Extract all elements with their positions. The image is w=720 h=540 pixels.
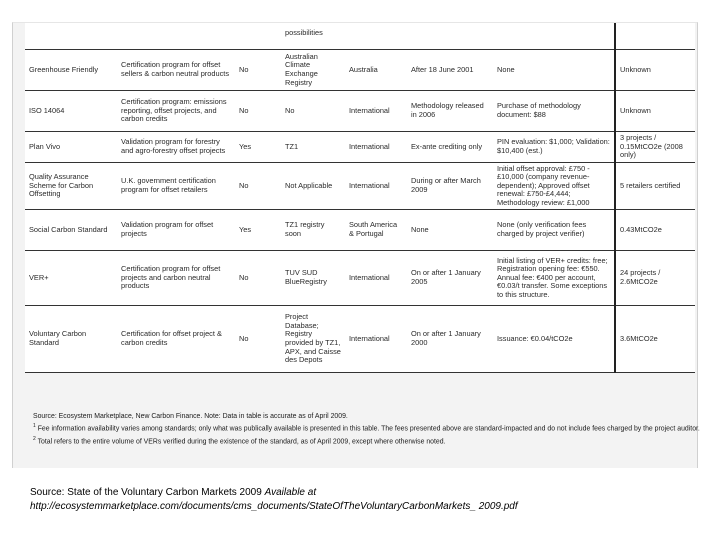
table-cell: International (345, 132, 407, 163)
caption-link: Available at http://ecosystemmarketplace.com/documents/cms_documents/StateOfTheVoluntaryCarbonMarkets_ 2009.pdf (30, 487, 518, 512)
table-cell: International (345, 251, 407, 306)
table-cell: No (281, 91, 345, 132)
table-cell: Validation program for offset projects (117, 210, 235, 251)
table-cell: Unknown (615, 91, 695, 132)
table-cell: South America & Portugal (345, 210, 407, 251)
table-cell: 5 retailers certified (615, 163, 695, 210)
table-row (25, 210, 695, 251)
table-cell: No (235, 91, 281, 132)
table-cell: 3.6MtCO2e (615, 306, 695, 373)
table-row (25, 50, 695, 91)
table-cell (25, 23, 117, 50)
table-cell: 0.43MtCO2e (615, 210, 695, 251)
table-cell: 3 projects / 0.15MtCO2e (2008 only) (615, 132, 695, 163)
table-cell: TZ1 (281, 132, 345, 163)
table-cell: Social Carbon Standard (25, 210, 117, 251)
table-cell: Project Database; Registry provided by TZ1, APX, and Caisse des Depots (281, 306, 345, 373)
table-cell (615, 23, 695, 50)
table-cell: U.K. government certification program for offset retailers (117, 163, 235, 210)
table-cell (235, 23, 281, 50)
table-cell: Plan Vivo (25, 132, 117, 163)
table-cell: No (235, 306, 281, 373)
table-cell: Initial listing of VER+ credits: free; Registration opening fee: €550. Annual fee: €400 per account, €0.03/t transfer. Some exceptions to this structure. (493, 251, 615, 306)
footnote-1: $^1$ Fee information availability varies among standards; only what was publically available is presented in this table. The fees presented above are standard-impacted and do not include fees charged by the project auditor. (33, 423, 700, 433)
table-cell: International (345, 163, 407, 210)
table-cell: 24 projects / 2.6MtCO2e (615, 251, 695, 306)
table-cell: Not Applicable (281, 163, 345, 210)
table-cell: None (493, 50, 615, 91)
table-cell: On or after 1 January 2005 (407, 251, 493, 306)
standards-table (25, 23, 695, 373)
table-cell: None (only verification fees charged by project verifier) (493, 210, 615, 251)
table-cell: Yes (235, 132, 281, 163)
table-cell: Unknown (615, 50, 695, 91)
table-cell: Quality Assurance Scheme for Carbon Offsetting (25, 163, 117, 210)
table-row (25, 91, 695, 132)
slide-caption (30, 486, 670, 514)
table-cell: possibilities (281, 23, 345, 50)
table-cell: Certification for offset project & carbon credits (117, 306, 235, 373)
table-row (25, 306, 695, 373)
table-row (25, 132, 695, 163)
table-cell: VER+ (25, 251, 117, 306)
table-cell: During or after March 2009 (407, 163, 493, 210)
table-cell: Ex-ante crediting only (407, 132, 493, 163)
table-cell: Greenhouse Friendly (25, 50, 117, 91)
table-row (25, 163, 695, 210)
table-cell: Certification program for offset sellers & carbon neutral products (117, 50, 235, 91)
footnote-2: $^2$ Total refers to the entire volume of VERs verified during the existence of the standard, as of April 2009, except where otherwise noted. (33, 435, 446, 445)
table-cell: PIN evaluation: $1,000; Validation: $10,400 (est.) (493, 132, 615, 163)
table-cell: International (345, 91, 407, 132)
table-cell: ISO 14064 (25, 91, 117, 132)
table-top-row (25, 23, 695, 50)
table-cell: No (235, 251, 281, 306)
table-cell: Methodology released in 2006 (407, 91, 493, 132)
table-cell: After 18 June 2001 (407, 50, 493, 91)
table-cell (345, 23, 407, 50)
table-cell: TUV SUD BlueRegistry (281, 251, 345, 306)
table-cell (117, 23, 235, 50)
table-cell (493, 23, 615, 50)
table-cell: International (345, 306, 407, 373)
table-cell: TZ1 registry soon (281, 210, 345, 251)
table-cell: No (235, 50, 281, 91)
table-cell: Yes (235, 210, 281, 251)
table-cell (407, 23, 493, 50)
table-cell: Purchase of methodology document: $88 (493, 91, 615, 132)
table-cell: Initial offset approval: £750 -£10,000 (company revenue-dependent); Approved offset renewal: £750-£4,444; Methodology review: £1,000 (493, 163, 615, 210)
table-cell: Certification program: emissions reporting, offset projects, and carbon credits (117, 91, 235, 132)
table-notes (33, 413, 705, 447)
table-cell: Certification program for offset projects and carbon neutral products (117, 251, 235, 306)
table-row (25, 251, 695, 306)
scanned-table-image (12, 22, 698, 468)
table-cell: Australia (345, 50, 407, 91)
table-cell: On or after 1 January 2000 (407, 306, 493, 373)
table-cell: Australian Climate Exchange Registry (281, 50, 345, 91)
table-cell: Voluntary Carbon Standard (25, 306, 117, 373)
caption-prefix: Source: State of the Voluntary Carbon Markets 2009 (30, 487, 265, 498)
source-note: Source: Ecosystem Marketplace, New Carbon Finance. Note: Data in table is accurate as of April 2009. (33, 413, 348, 420)
table-cell: No (235, 163, 281, 210)
table-cell: Validation program for forestry and agro-forestry offset projects (117, 132, 235, 163)
table-cell: None (407, 210, 493, 251)
table-cell: Issuance: €0.04/tCO2e (493, 306, 615, 373)
